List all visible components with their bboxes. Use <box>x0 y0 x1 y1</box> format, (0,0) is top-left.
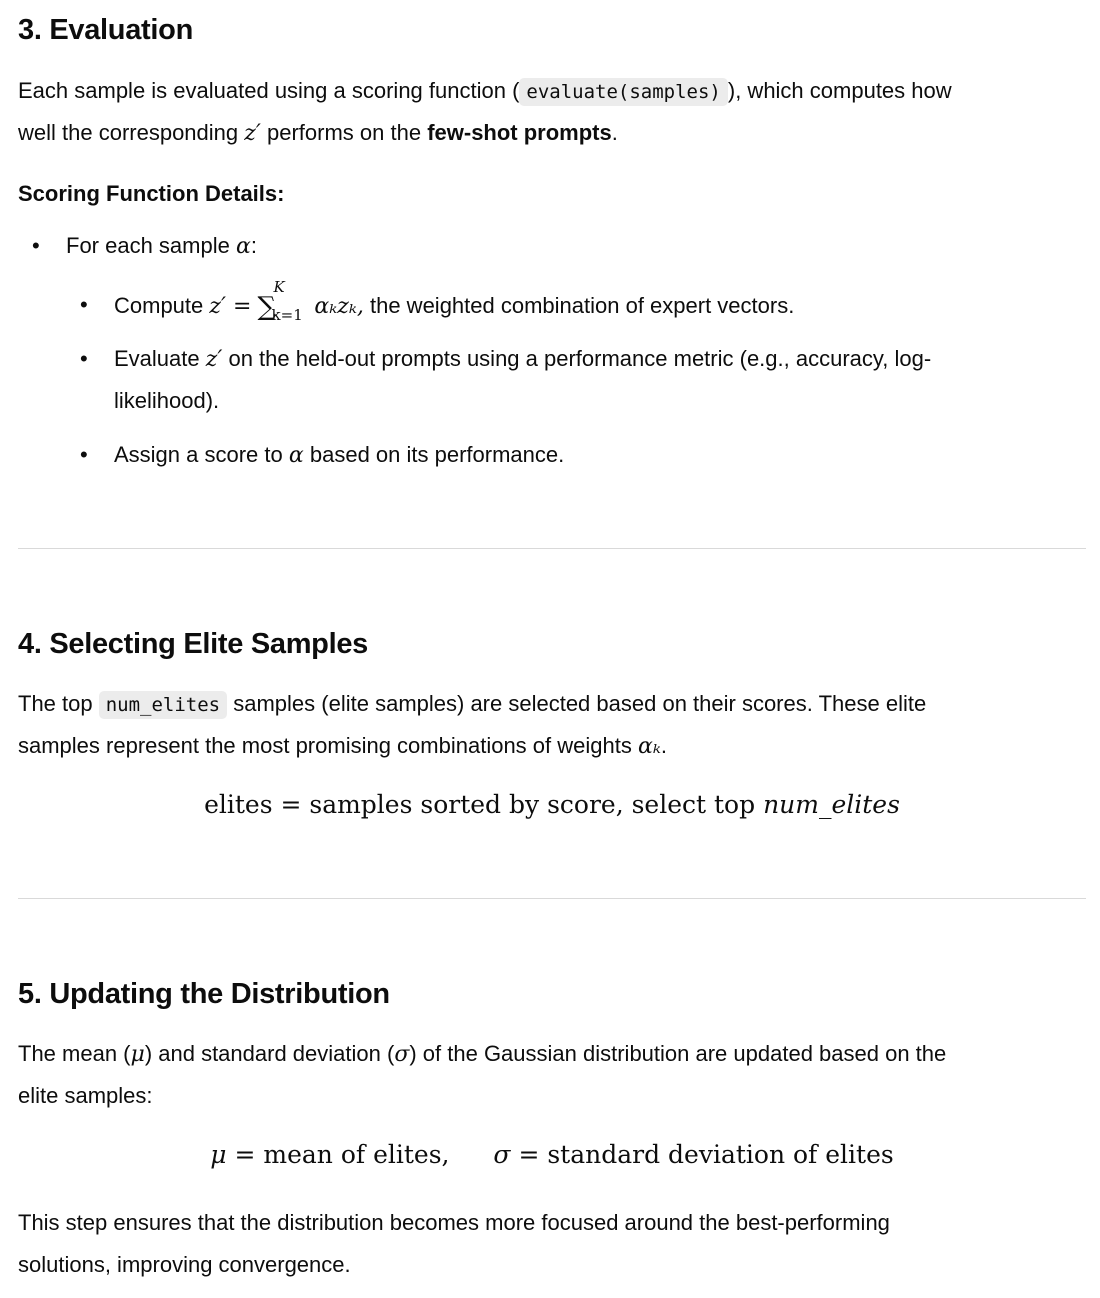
section-3-intro-line2: well the corresponding z′ performs on the few-shot prompts. <box>18 120 618 146</box>
elites-equation: elites = samples sorted by score, select top num_elites <box>204 790 900 819</box>
bullet: • <box>80 346 88 371</box>
inline-code-num-elites: num_elites <box>99 691 227 719</box>
bullet: • <box>32 233 40 258</box>
summation-symbol: ∑ K k=1 <box>257 278 303 324</box>
section-5-closing-line2: solutions, improving convergence. <box>18 1252 351 1277</box>
section-5-closing-line1: This step ensures that the distribution becomes more focused around the best-performing <box>18 1210 890 1235</box>
bold-few-shot: few-shot prompts <box>427 120 612 145</box>
section-3-heading: 3. Evaluation <box>18 14 193 46</box>
z-prime-symbol: z′ <box>244 121 261 146</box>
z-prime-equation: z′ = <box>209 293 252 319</box>
section-5-paragraph-line2: elite samples: <box>18 1083 153 1108</box>
section-5-paragraph-line1: The mean (μ) and standard deviation (σ) of the Gaussian distribution are updated based on the <box>18 1041 947 1067</box>
scoring-subheading: Scoring Function Details: <box>18 181 285 206</box>
inline-code-evaluate: evaluate(samples) <box>519 78 727 106</box>
section-5-heading: 5. Updating the Distribution <box>18 978 390 1010</box>
section-divider <box>18 898 1086 899</box>
bullet: • <box>80 442 88 467</box>
section-divider <box>18 548 1086 549</box>
section-4-paragraph-line2: samples represent the most promising combinations of weights αₖ. <box>18 733 667 759</box>
section-4-paragraph-line1: The top num_elites samples (elite samples) are selected based on their scores. These elite <box>18 683 926 726</box>
section-3-intro-line1: Each sample is evaluated using a scoring function ( evaluate(samples) ), which computes how <box>18 70 952 113</box>
mean-sigma-equation: μ = mean of elites, σ = standard deviation of elites <box>210 1140 894 1169</box>
section-4-heading: 4. Selecting Elite Samples <box>18 628 369 660</box>
bullet: • <box>80 292 88 317</box>
